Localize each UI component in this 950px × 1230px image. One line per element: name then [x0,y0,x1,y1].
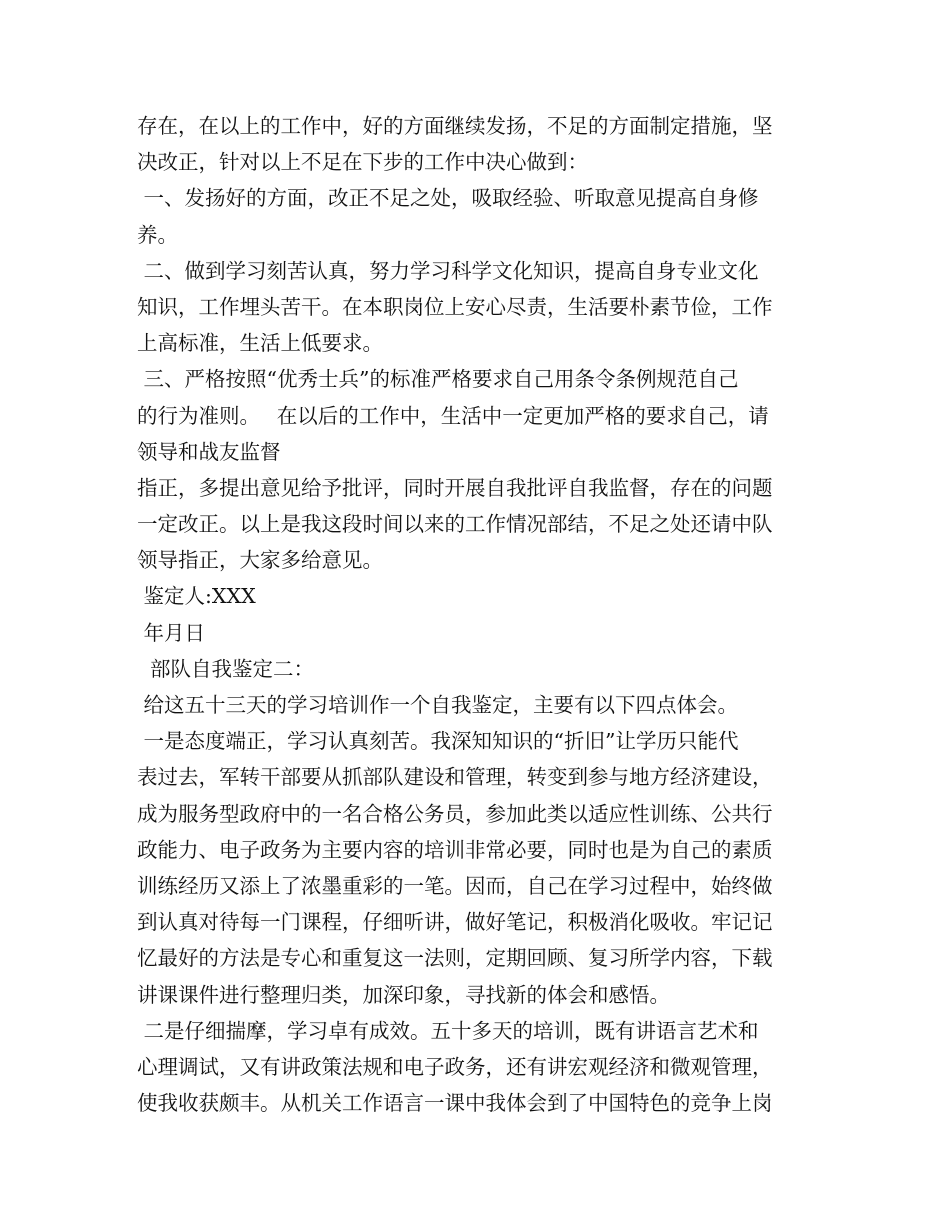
text-line: 指正，多提出意见给予批评，同时开展自我批评自我监督，存在的问题 [137,475,773,500]
text-line: 三、严格按照“优秀士兵”的标准严格要求自己用条令条例规范自己 [137,367,739,392]
text-line: 上高标准，生活上低要求。 [137,331,383,356]
text-line: 的行为准则。 在以后的工作中，生活中一定更加严格的要求自己，请 [137,403,769,428]
text-line: 一、发扬好的方面，改正不足之处，吸取经验、听取意见提高自身修 [137,186,759,211]
text-line: 心理调试，又有讲政策法规和电子政务，还有讲宏观经济和微观管理， [137,1054,773,1079]
text-line: 知识，工作埋头苦干。在本职岗位上安心尽责，生活要朴素节俭，工作 [137,294,773,319]
text-line: 忆最好的方法是专心和重复这一法则，定期回顾、复习所学内容，下载 [137,946,773,971]
text-line: 决改正，针对以上不足在下步的工作中决心做到： [137,150,588,175]
text-line: 使我收获颇丰。从机关工作语言一课中我体会到了中国特色的竞争上岗 [137,1091,773,1116]
text-line: 鉴定人:XXX [137,584,256,609]
text-line: 领导和战友监督 [137,439,281,464]
text-line: 二是仔细揣摩，学习卓有成效。五十多天的培训，既有讲语言艺术和 [137,1018,759,1043]
text-line: 存在，在以上的工作中，好的方面继续发扬，不足的方面制定措施，坚 [137,114,773,138]
text-line: 到认真对待每一门课程，仔细听讲，做好笔记，积极消化吸收。牢记记 [137,910,773,935]
text-line: 年月日 [137,620,206,645]
text-line: 给这五十三天的学习培训作一个自我鉴定，主要有以下四点体会。 [137,693,739,717]
text-line: 一定改正。以上是我这段时间以来的工作情况部结，不足之处还请中队 [137,512,773,537]
text-line: 讲课课件进行整理归类，加深印象，寻找新的体会和感悟。 [137,982,670,1007]
text-line: 成为服务型政府中的一名合格公务员，参加此类以适应性训练、公共行 [137,801,773,826]
text-line: 领导指正，大家多给意见。 [137,548,383,573]
text-line: 养。 [137,222,178,247]
text-line: 一是态度端正，学习认真刻苦。我深知知识的“折旧”让学历只能代 [137,729,739,754]
text-line: 二、做到学习刻苦认真，努力学习科学文化知识，提高自身专业文化 [137,258,759,283]
document-body [137,108,817,1121]
text-line: 部队自我鉴定二： [137,656,315,681]
text-line: 训练经历又添上了浓墨重彩的一笔。因而，自己在学习过程中，始终做 [137,873,773,898]
text-line: 表过去，军转干部要从抓部队建设和管理，转变到参与地方经济建设， [137,765,773,790]
text-line: 政能力、电子政务为主要内容的培训非常必要，同时也是为自己的素质 [137,837,773,862]
